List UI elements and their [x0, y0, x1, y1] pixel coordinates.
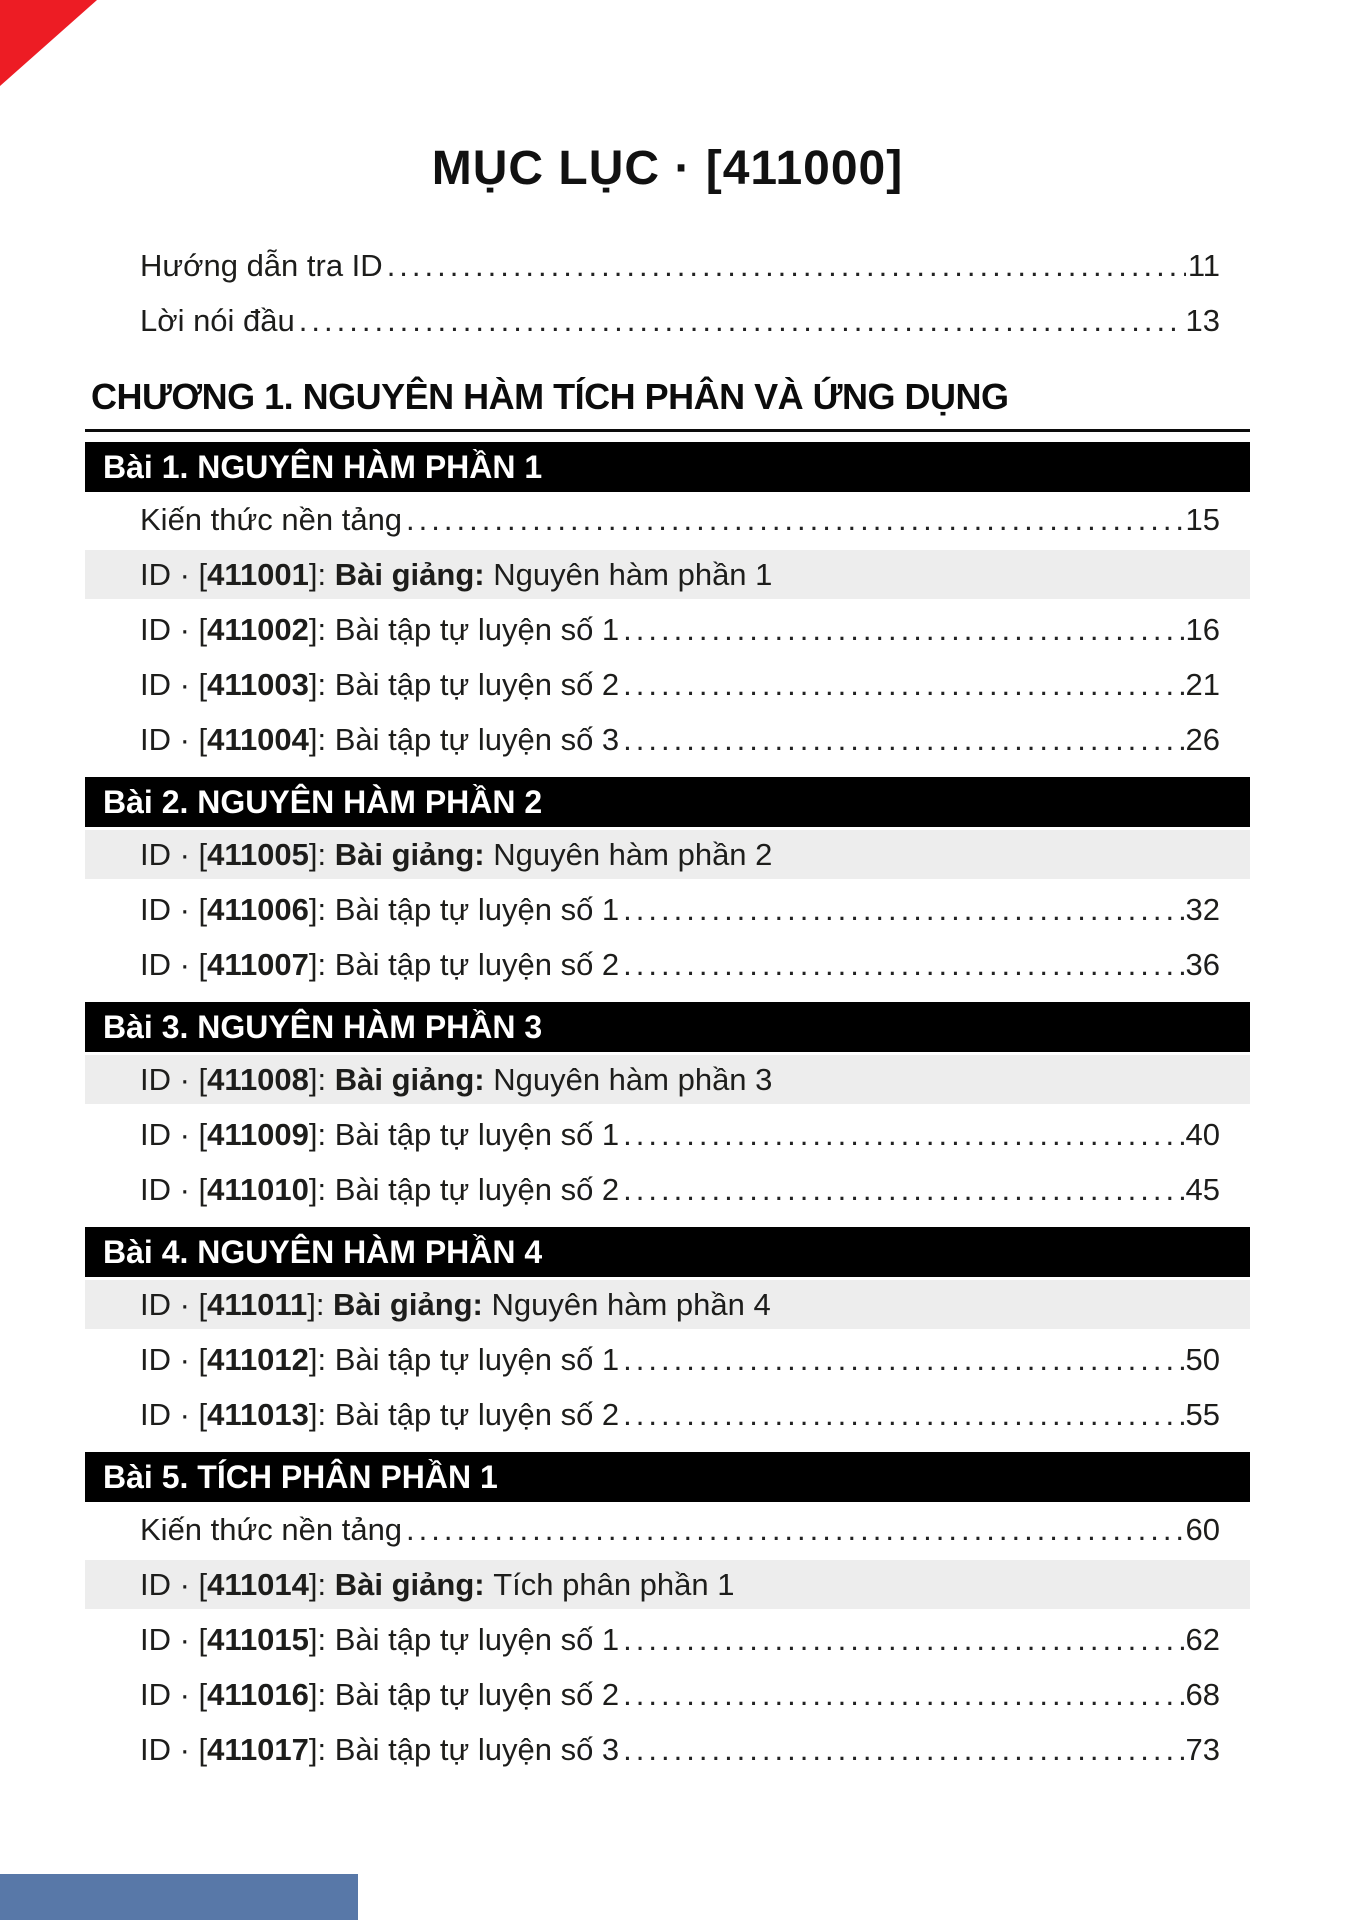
id-number: 411002 [207, 612, 309, 647]
blue-strip-decoration [0, 1874, 358, 1920]
section-header: Bài 5. TÍCH PHÂN PHẦN 1 [85, 1452, 1250, 1502]
dot-leader [402, 492, 1183, 547]
toc-row-label [140, 602, 619, 657]
toc-row[interactable] [85, 712, 1250, 767]
page-number: 73 [1185, 1732, 1220, 1767]
id-suffix: ]: [308, 947, 335, 982]
dot-leader [619, 1332, 1183, 1387]
id-prefix: ID · [ [140, 1172, 208, 1207]
page-number: 15 [1185, 502, 1220, 537]
exercise-label: Bài tập tự luyện số 2 [334, 947, 620, 982]
id-prefix: ID · [ [140, 1622, 208, 1657]
lecture-title: Nguyên hàm phần 1 [493, 557, 773, 592]
dot-leader [383, 238, 1186, 293]
toc-row-label [140, 1162, 619, 1217]
toc-row-label [140, 830, 772, 879]
id-suffix: ]: [308, 1062, 335, 1097]
page-number: 26 [1185, 722, 1220, 757]
id-prefix: ID · [ [140, 837, 208, 872]
dot-leader [619, 712, 1183, 767]
page-number: 11 [1187, 248, 1220, 283]
id-suffix: ]: [308, 1622, 335, 1657]
id-suffix: ]: [308, 1117, 335, 1152]
id-number: 411004 [207, 722, 309, 757]
id-number: 411014 [207, 1567, 309, 1602]
toc-row[interactable] [85, 238, 1250, 293]
toc-row[interactable] [85, 937, 1250, 992]
page-number: 36 [1185, 947, 1220, 982]
page-number: 21 [1185, 667, 1220, 702]
toc-row-label: Lời nói đầu [140, 303, 295, 338]
lecture-label: Bài giảng: [334, 837, 494, 872]
exercise-label: Bài tập tự luyện số 2 [334, 1677, 620, 1712]
toc-row[interactable] [85, 1387, 1250, 1442]
section-bai-4 [85, 1227, 1250, 1442]
chapter-heading: CHƯƠNG 1. NGUYÊN HÀM TÍCH PHÂN VÀ ỨNG DỤNG [91, 376, 1009, 417]
toc-row[interactable] [85, 1612, 1250, 1667]
section-header: Bài 4. NGUYÊN HÀM PHẦN 4 [85, 1227, 1250, 1277]
toc-row-label [140, 1332, 619, 1387]
toc-row-label [140, 550, 772, 599]
page-number: 40 [1185, 1117, 1220, 1152]
toc-row[interactable] [85, 492, 1250, 547]
toc-row[interactable] [85, 657, 1250, 712]
toc-row[interactable] [85, 602, 1250, 657]
exercise-label: Bài tập tự luyện số 1 [334, 1117, 620, 1152]
toc-row-label: Hướng dẫn tra ID [140, 248, 383, 283]
toc-row-label [140, 1612, 619, 1667]
section-header: Bài 2. NGUYÊN HÀM PHẦN 2 [85, 777, 1250, 827]
page-number: 68 [1185, 1677, 1220, 1712]
section-bai-2 [85, 777, 1250, 992]
toc-row[interactable] [85, 1107, 1250, 1162]
dot-leader [619, 1722, 1183, 1777]
exercise-label: Bài tập tự luyện số 2 [334, 667, 620, 702]
id-suffix: ]: [308, 557, 335, 592]
chapter-rule [85, 429, 1250, 432]
id-number: 411015 [207, 1622, 309, 1657]
toc-row-label [140, 1560, 735, 1609]
page-number: 62 [1185, 1622, 1220, 1657]
id-suffix: ]: [308, 722, 335, 757]
lecture-title: Nguyên hàm phần 3 [493, 1062, 773, 1097]
id-prefix: ID · [ [140, 947, 208, 982]
toc-row[interactable] [85, 1722, 1250, 1777]
lecture-title: Nguyên hàm phần 4 [491, 1287, 771, 1322]
id-suffix: ]: [308, 1567, 335, 1602]
section-bai-5 [85, 1452, 1250, 1777]
dot-leader [619, 1667, 1183, 1722]
toc-row-label [140, 937, 619, 992]
id-number: 411001 [207, 557, 309, 592]
id-suffix: ]: [308, 1677, 335, 1712]
id-prefix: ID · [ [140, 892, 208, 927]
toc-row-label [140, 657, 619, 712]
page-number: 45 [1185, 1172, 1220, 1207]
lecture-label: Bài giảng: [334, 557, 494, 592]
section-header: Bài 3. NGUYÊN HÀM PHẦN 3 [85, 1002, 1250, 1052]
dot-leader [402, 1502, 1183, 1557]
page-title: MỤC LỤC · [411000] [431, 142, 904, 195]
id-prefix: ID · [ [140, 722, 208, 757]
toc-row-label: Kiến thức nền tảng [140, 502, 403, 537]
toc-row-label [140, 1722, 619, 1777]
section-bai-1 [85, 442, 1250, 767]
page-number: 55 [1185, 1397, 1220, 1432]
id-prefix: ID · [ [140, 557, 208, 592]
exercise-label: Bài tập tự luyện số 1 [334, 892, 620, 927]
dot-leader [619, 1387, 1183, 1442]
dot-leader [619, 1612, 1183, 1667]
toc-row-label [140, 1055, 772, 1104]
id-suffix: ]: [308, 892, 335, 927]
id-suffix: ]: [308, 1342, 335, 1377]
id-number: 411005 [207, 837, 309, 872]
id-suffix: ]: [307, 1287, 334, 1322]
id-suffix: ]: [308, 1732, 335, 1767]
id-prefix: ID · [ [140, 1567, 208, 1602]
id-number: 411010 [207, 1172, 309, 1207]
id-suffix: ]: [308, 1397, 335, 1432]
exercise-label: Bài tập tự luyện số 1 [334, 1622, 620, 1657]
toc-row[interactable] [85, 1667, 1250, 1722]
dot-leader [619, 882, 1183, 937]
id-number: 411008 [207, 1062, 309, 1097]
id-prefix: ID · [ [140, 612, 208, 647]
toc-row-lecture[interactable] [85, 830, 1250, 879]
red-corner-decoration [0, 0, 97, 86]
lecture-title: Nguyên hàm phần 2 [493, 837, 773, 872]
dot-leader [295, 293, 1184, 348]
id-number: 411009 [207, 1117, 309, 1152]
id-number: 411017 [207, 1732, 309, 1767]
id-suffix: ]: [308, 667, 335, 702]
dot-leader [619, 1107, 1183, 1162]
lecture-label: Bài giảng: [334, 1062, 494, 1097]
toc-row[interactable] [85, 882, 1250, 937]
dot-leader [619, 602, 1183, 657]
lecture-title: Tích phân phần 1 [493, 1567, 735, 1602]
page-number: 16 [1185, 612, 1220, 647]
toc-row-lecture[interactable] [85, 1055, 1250, 1104]
toc-row[interactable] [85, 1502, 1250, 1557]
toc-row-lecture[interactable] [85, 1560, 1250, 1609]
toc-row-label [140, 1107, 619, 1162]
exercise-label: Bài tập tự luyện số 2 [334, 1172, 620, 1207]
page-number: 50 [1185, 1342, 1220, 1377]
toc-row-label [140, 1667, 619, 1722]
id-number: 411003 [207, 667, 309, 702]
toc-row[interactable] [85, 1332, 1250, 1387]
toc-row-label [140, 712, 619, 767]
id-number: 411013 [207, 1397, 309, 1432]
page-number: 60 [1185, 1512, 1220, 1547]
toc-row[interactable] [85, 1162, 1250, 1217]
section-bai-3 [85, 1002, 1250, 1217]
id-prefix: ID · [ [140, 667, 208, 702]
id-prefix: ID · [ [140, 1342, 208, 1377]
toc-row-label [140, 1280, 771, 1329]
page-number: 32 [1185, 892, 1220, 927]
id-prefix: ID · [ [140, 1062, 208, 1097]
exercise-label: Bài tập tự luyện số 3 [334, 1732, 620, 1767]
id-number: 411012 [207, 1342, 309, 1377]
exercise-label: Bài tập tự luyện số 3 [334, 722, 620, 757]
toc-row-label: Kiến thức nền tảng [140, 1512, 403, 1547]
exercise-label: Bài tập tự luyện số 1 [334, 1342, 620, 1377]
toc-row-lecture[interactable] [85, 1280, 1250, 1329]
front-matter-list [85, 238, 1250, 348]
lecture-label: Bài giảng: [333, 1287, 492, 1322]
id-suffix: ]: [308, 1172, 335, 1207]
exercise-label: Bài tập tự luyện số 1 [334, 612, 620, 647]
toc-row-label [140, 882, 619, 937]
dot-leader [619, 1162, 1183, 1217]
id-prefix: ID · [ [140, 1117, 208, 1152]
toc-content [85, 0, 1250, 1777]
toc-row[interactable] [85, 293, 1250, 348]
id-prefix: ID · [ [140, 1732, 208, 1767]
id-prefix: ID · [ [140, 1677, 208, 1712]
lecture-label: Bài giảng: [334, 1567, 494, 1602]
section-header: Bài 1. NGUYÊN HÀM PHẦN 1 [85, 442, 1250, 492]
dot-leader [619, 657, 1183, 712]
id-prefix: ID · [ [140, 1397, 208, 1432]
id-prefix: ID · [ [140, 1287, 208, 1322]
toc-row-lecture[interactable] [85, 550, 1250, 599]
toc-row-label [140, 1387, 619, 1442]
id-number: 411011 [207, 1287, 308, 1322]
id-suffix: ]: [308, 612, 335, 647]
id-suffix: ]: [308, 837, 335, 872]
id-number: 411006 [207, 892, 309, 927]
id-number: 411007 [207, 947, 309, 982]
dot-leader [619, 937, 1183, 992]
exercise-label: Bài tập tự luyện số 2 [334, 1397, 620, 1432]
id-number: 411016 [207, 1677, 309, 1712]
page-number: 13 [1185, 303, 1220, 338]
